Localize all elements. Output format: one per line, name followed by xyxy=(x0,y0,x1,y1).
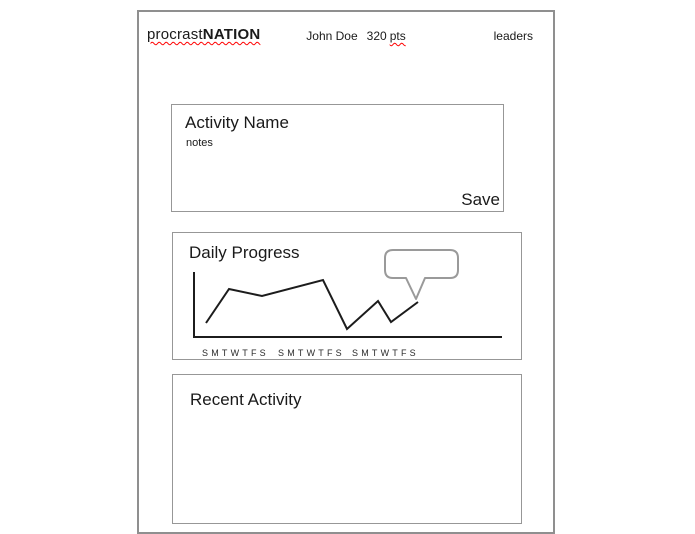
daily-progress-chart[interactable] xyxy=(173,233,520,358)
brand-logo-light: procrast xyxy=(147,26,203,43)
save-button[interactable]: Save xyxy=(461,190,500,209)
x-axis-week1-labels: SMTWTFS xyxy=(202,348,269,358)
user-score[interactable] xyxy=(306,29,405,43)
app-header xyxy=(139,12,553,67)
user-name: John Doe xyxy=(306,29,358,43)
x-axis-week3-labels: SMTWTFS xyxy=(352,348,419,358)
app-page xyxy=(137,10,555,534)
recent-activity-title: Recent Activity xyxy=(190,390,302,409)
x-axis-week2-labels: SMTWTFS xyxy=(278,348,345,358)
recent-activity-card xyxy=(172,374,522,524)
points-unit: pts xyxy=(389,29,406,43)
daily-progress-card xyxy=(172,232,522,360)
brand-logo-bold: NATION xyxy=(202,26,261,43)
chart-series-line xyxy=(206,280,418,329)
activity-form-card xyxy=(171,104,504,212)
brand-logo[interactable] xyxy=(147,26,260,43)
chart-tooltip-callout xyxy=(385,250,458,299)
daily-progress-title: Daily Progress xyxy=(189,243,300,262)
leaders-link[interactable]: leaders xyxy=(493,29,533,43)
notes-field[interactable]: notes xyxy=(186,137,213,149)
points-value: 320 xyxy=(366,29,387,43)
activity-name-field[interactable]: Activity Name xyxy=(185,113,289,132)
